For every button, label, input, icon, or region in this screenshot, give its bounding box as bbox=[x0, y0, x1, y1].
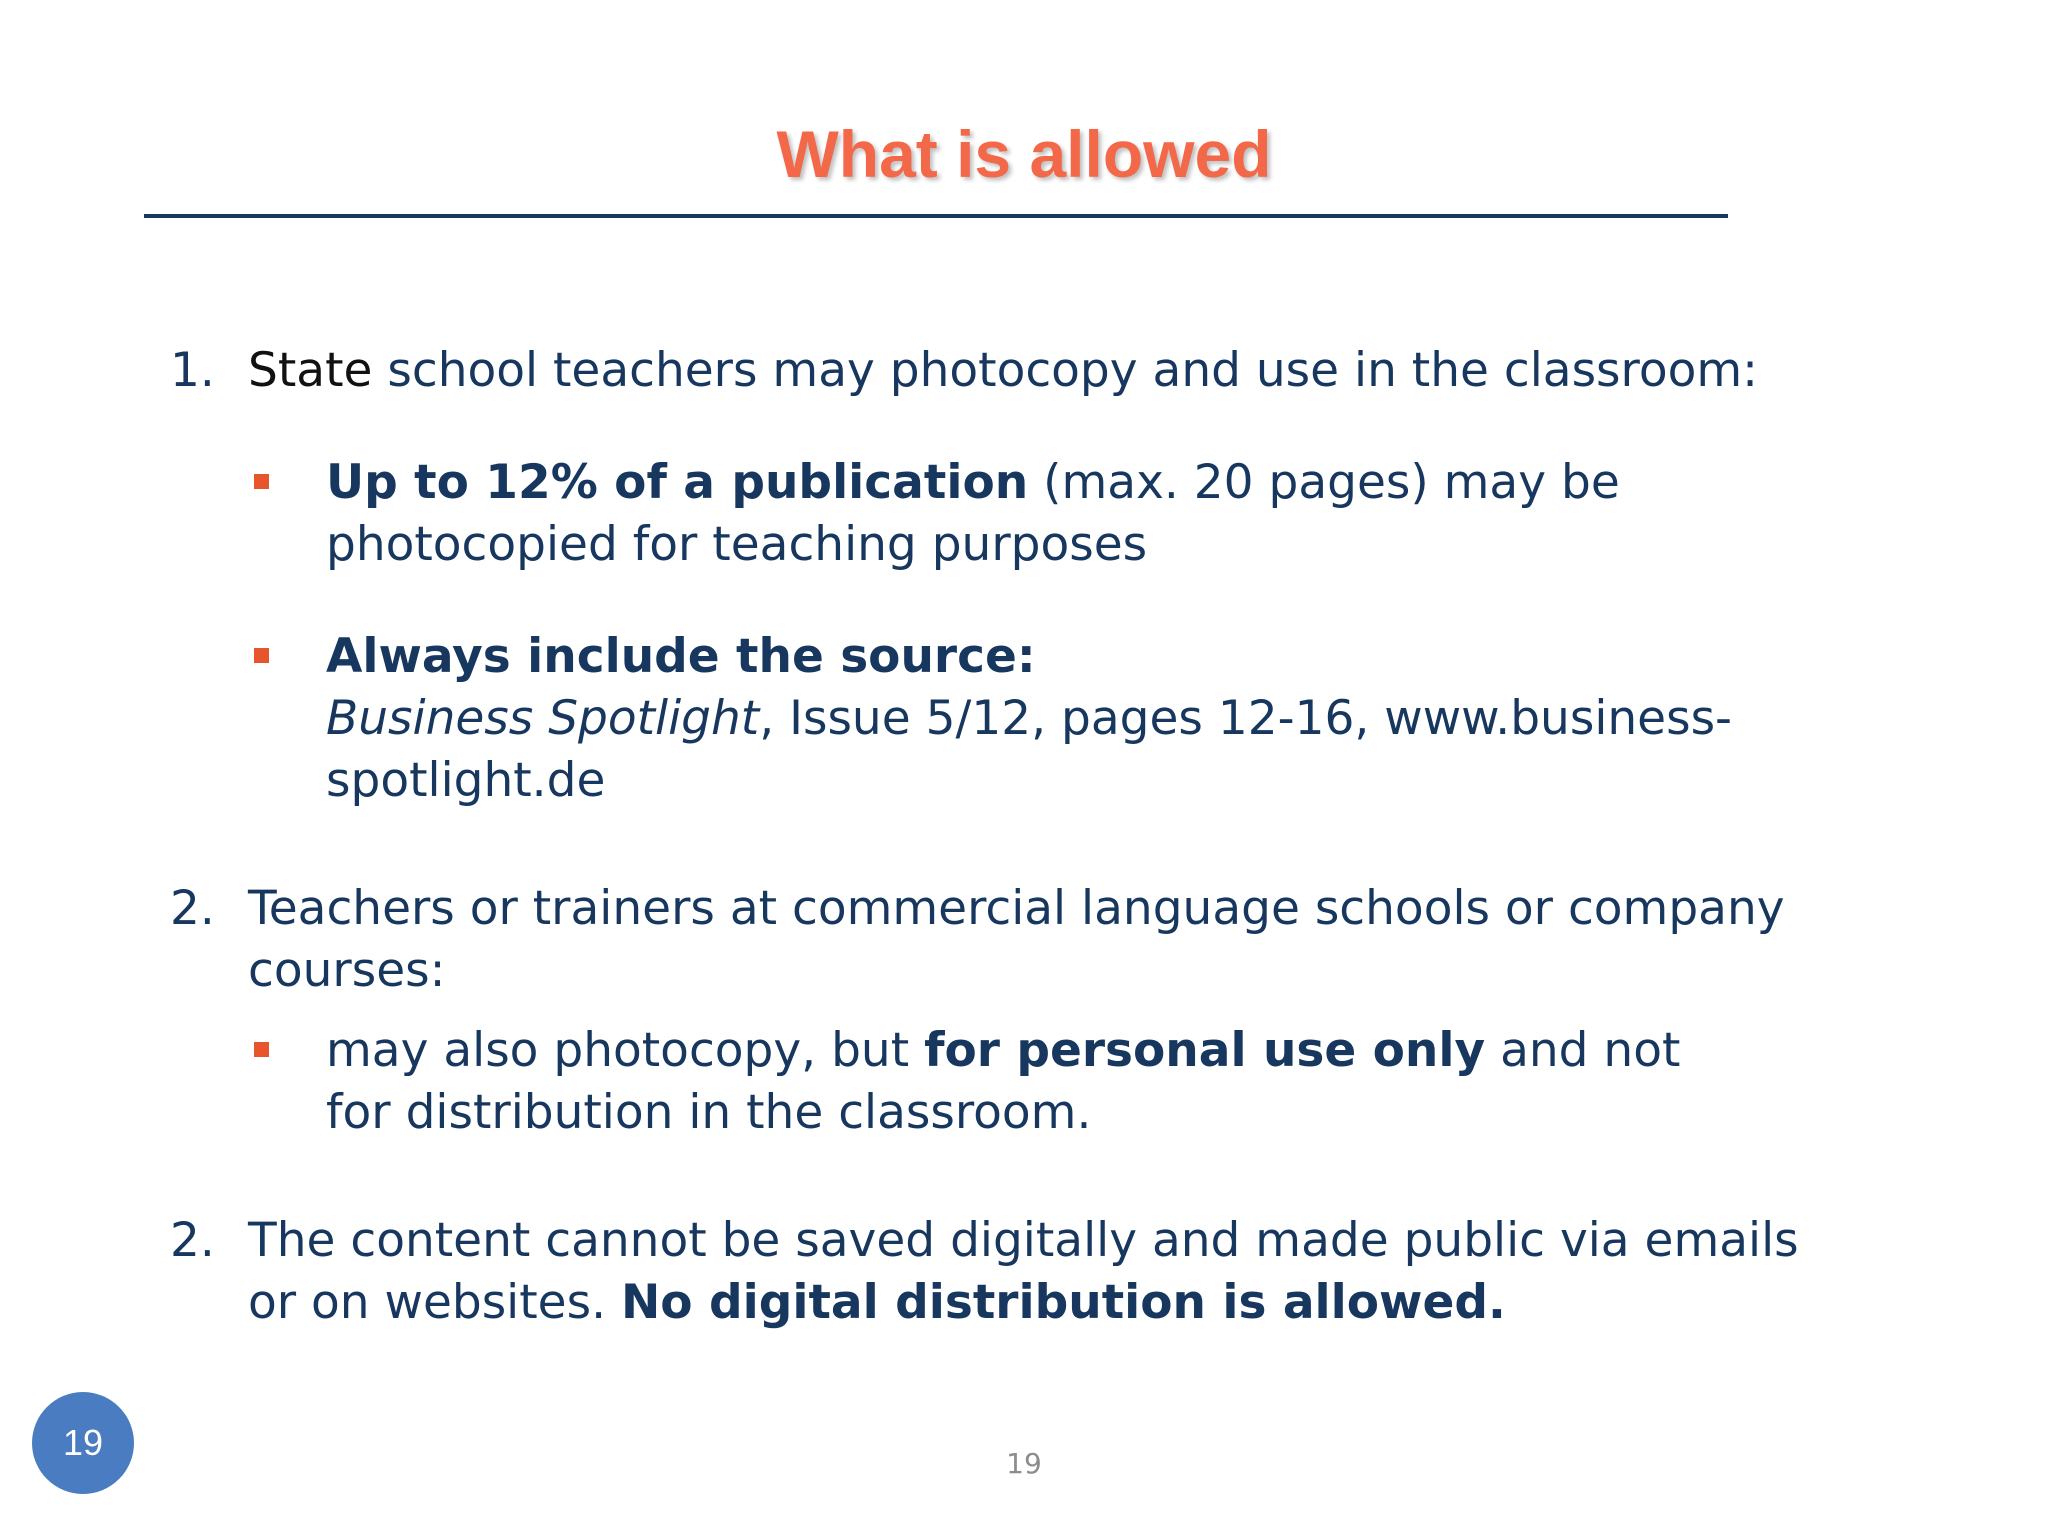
bullet-body: (max. 20 pages) may be photocopied for teaching purposes bbox=[326, 455, 1620, 572]
square-bullet-icon bbox=[254, 474, 269, 489]
numbered-item-3 bbox=[170, 1210, 1810, 1334]
bullet-text bbox=[326, 1020, 1750, 1144]
item-body: school teachers may photocopy and use in the classroom: bbox=[372, 343, 1758, 398]
item-number: 2. bbox=[170, 1213, 215, 1268]
page-number: 19 bbox=[1006, 1447, 1042, 1480]
item-text: Teachers or trainers at commercial language schools or company courses: bbox=[248, 881, 1785, 998]
bullet-item-2 bbox=[250, 626, 1750, 812]
item-number: 2. bbox=[170, 881, 215, 936]
bullet-body-end: and not for distribution in the classroom. bbox=[326, 1023, 1681, 1140]
bullet-item-3 bbox=[250, 1020, 1750, 1144]
item-text bbox=[248, 1210, 1810, 1334]
square-bullet-icon bbox=[254, 1042, 269, 1057]
publication-name: Business Spotlight bbox=[326, 691, 760, 746]
bullet-text bbox=[326, 452, 1750, 576]
bullet-bold-text: Always include the source: bbox=[326, 629, 1036, 684]
item-text bbox=[248, 340, 1810, 402]
slide-title: What is allowed bbox=[776, 117, 1272, 191]
bullet-body: may also photocopy, but bbox=[326, 1023, 925, 1078]
numbered-item-2 bbox=[170, 878, 1810, 1002]
numbered-item-1 bbox=[170, 340, 1810, 402]
slide-number-badge[interactable]: 19 bbox=[32, 1392, 134, 1494]
item-number: 1. bbox=[170, 343, 215, 398]
bullet-bold-text: Up to 12% of a publication bbox=[326, 455, 1029, 510]
item-body: The content cannot be saved digitally and made public via emails or on websites. bbox=[248, 1213, 1799, 1330]
item-lead-word: State bbox=[248, 343, 373, 398]
square-bullet-icon bbox=[254, 648, 269, 663]
title-divider bbox=[144, 214, 1728, 218]
item-bold-text: No digital distribution is allowed. bbox=[620, 1275, 1506, 1330]
bullet-item-1 bbox=[250, 452, 1750, 576]
bullet-bold-text: for personal use only bbox=[924, 1023, 1486, 1078]
bullet-text bbox=[326, 626, 1750, 812]
bullet-body: , Issue 5/12, pages 12-16, www.business-spotlight.de bbox=[326, 691, 1733, 808]
